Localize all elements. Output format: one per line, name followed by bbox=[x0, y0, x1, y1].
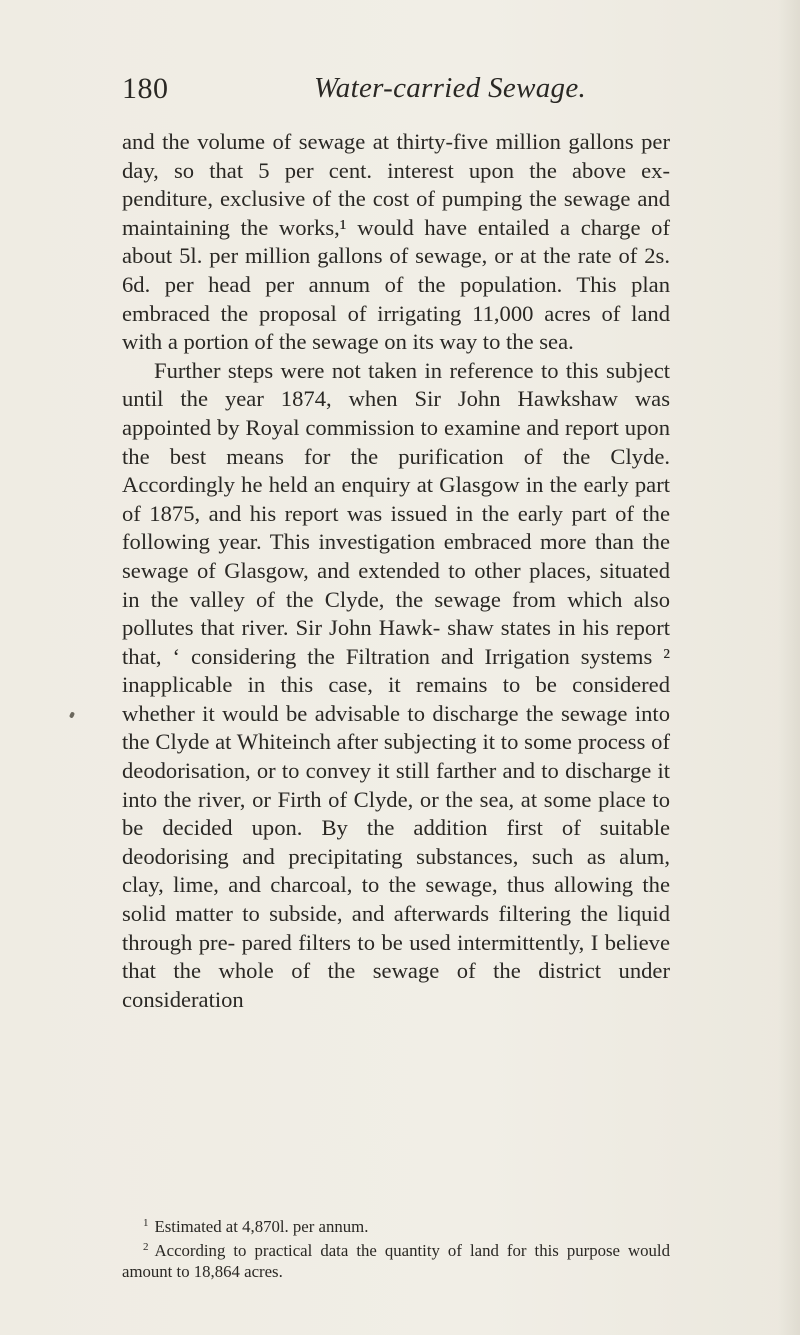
footnotes bbox=[122, 1213, 670, 1282]
page-edge-shadow bbox=[778, 0, 800, 1335]
footnote-2-text: According to practical data the quantity of land for this purpose would amount to 18,864 acres. bbox=[122, 1241, 670, 1281]
margin-ink-speck bbox=[69, 711, 75, 718]
page-number: 180 bbox=[122, 72, 169, 105]
body-text bbox=[122, 128, 670, 1014]
paragraph-1: and the volume of sewage at thirty-five million gallons per day, so that 5 per cent. interest upon the above ex- penditure, exclusive of the cost of pumping the sewage and maintaining the works,¹ would have entailed a charge of about 5l. per million gallons of sewage, or at the rate of 2s. 6d. per head per annum of the population. This plan embraced the proposal of irrigating 11,000 acres of land with a portion of the sewage on its way to the sea. bbox=[122, 129, 670, 355]
running-head: Water-carried Sewage. bbox=[314, 72, 587, 104]
paragraph-2: Further steps were not taken in reference to this subject until the year 1874, when Sir John Hawkshaw was appointed by Royal commission to examine and report upon the best means for the purification of the Clyde. Accordingly he held an enquiry at Glasgow in the early part of 1875, and his report was issued in the early part of the following year. This investigation embraced more than the sewage of Glasgow, and extended to other places, situated in the valley of the Clyde, the sewage from which also pollutes that river. Sir John Hawk- shaw states in his report that, ‘ considering the Filtration and Irrigation systems ² inapplicable in this case, it remains to be considered whether it would be advisable to discharge the sewage into the Clyde at Whiteinch after subjecting it to some process of deodorisation, or to convey it still farther and to discharge it into the river, or Firth of Clyde, or the sea, at some place to be decided upon. By the addition first of suitable deodorising and precipitating substances, such as alum, clay, lime, and charcoal, to the sewage, thus allowing the solid matter to subside, and afterwards filtering the liquid through pre- pared filters to be used intermittently, I believe that the whole of the sewage of the district under consideration bbox=[122, 357, 670, 1012]
footnote-1-mark: 1 bbox=[143, 1217, 149, 1229]
footnote-1-text: Estimated at 4,870l. per annum. bbox=[154, 1217, 369, 1236]
page-header bbox=[122, 72, 682, 112]
footnote-2-mark: 2 bbox=[143, 1241, 149, 1253]
footnote-2 bbox=[122, 1237, 670, 1282]
footnote-1 bbox=[122, 1213, 670, 1237]
